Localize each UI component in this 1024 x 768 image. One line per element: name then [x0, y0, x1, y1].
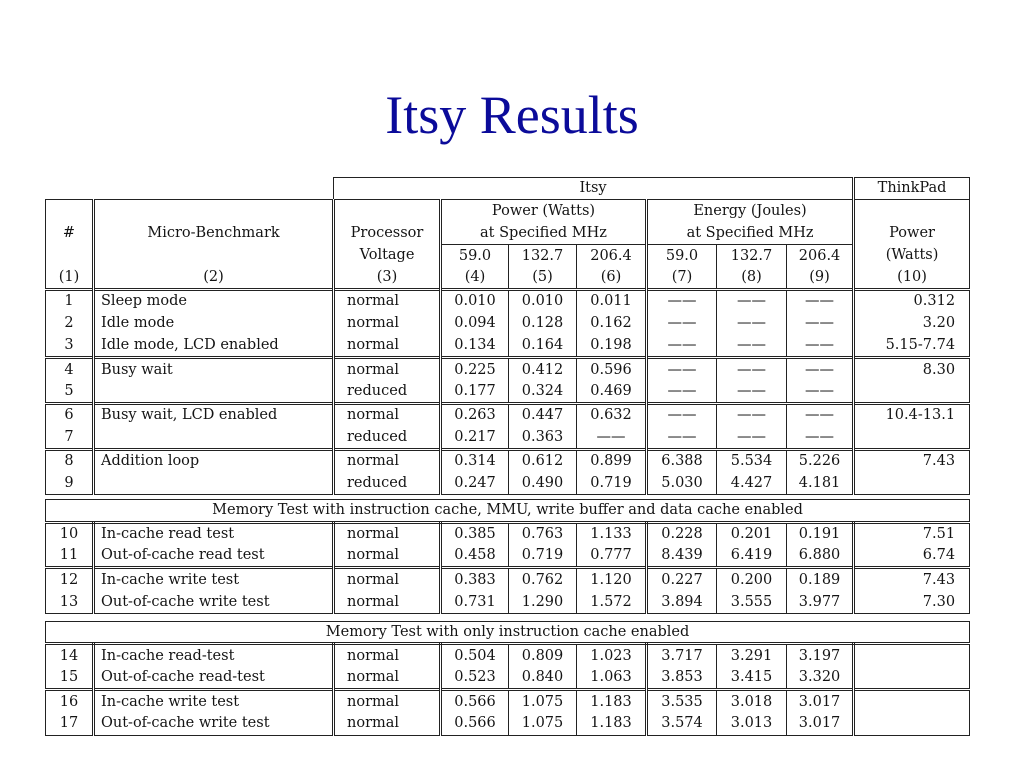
section-header: Memory Test with instruction cache, MMU, write buffer and data cache enabled	[46, 500, 970, 522]
cell-e132: ——	[717, 335, 787, 358]
cell-p132: 1.290	[509, 591, 577, 614]
section-header-row	[46, 500, 970, 522]
header-blank	[46, 178, 334, 200]
header-thinkpad-label: ThinkPad	[854, 178, 970, 200]
cell-bench: In-cache read-test	[94, 644, 334, 667]
col-num-5: (5)	[509, 267, 577, 289]
cell-e132: 3.415	[717, 667, 787, 690]
cell-n: 3	[46, 335, 94, 358]
header-power-sub: at Specified MHz	[441, 222, 647, 244]
cell-e132: ——	[717, 403, 787, 426]
cell-volt: normal	[334, 312, 441, 335]
cell-n: 11	[46, 545, 94, 568]
header-row-mhz	[46, 244, 970, 266]
gap-cell	[46, 614, 970, 622]
cell-tp	[854, 667, 970, 690]
cell-tp: 7.30	[854, 591, 970, 614]
cell-p59: 0.217	[441, 426, 509, 449]
cell-e206: 3.017	[787, 690, 854, 713]
cell-volt: normal	[334, 667, 441, 690]
table-row	[46, 449, 970, 472]
cell-p132: 1.075	[509, 712, 577, 735]
header-mhz-6: 206.4	[787, 244, 854, 266]
cell-bench: Idle mode, LCD enabled	[94, 335, 334, 358]
cell-e132: ——	[717, 381, 787, 404]
cell-p59: 0.010	[441, 289, 509, 312]
cell-p59: 0.263	[441, 403, 509, 426]
table-row	[46, 568, 970, 591]
cell-bench	[94, 426, 334, 449]
header-mhz-4: 59.0	[647, 244, 717, 266]
table-body	[46, 178, 970, 736]
cell-e59: 3.717	[647, 644, 717, 667]
cell-p206: 0.777	[577, 545, 647, 568]
cell-tp: 8.30	[854, 358, 970, 381]
col-num-2: (2)	[94, 267, 334, 289]
header-volt-2: Voltage	[334, 244, 441, 266]
cell-n: 8	[46, 449, 94, 472]
header-bench-top	[94, 200, 334, 222]
cell-e59: ——	[647, 403, 717, 426]
col-num-9: (9)	[787, 267, 854, 289]
cell-volt: normal	[334, 568, 441, 591]
header-mhz-3: 206.4	[577, 244, 647, 266]
cell-e206: 4.181	[787, 472, 854, 495]
cell-volt: reduced	[334, 472, 441, 495]
cell-e206: ——	[787, 312, 854, 335]
header-num-top	[46, 200, 94, 222]
cell-p206: 0.632	[577, 403, 647, 426]
cell-n: 7	[46, 426, 94, 449]
cell-bench: Busy wait	[94, 358, 334, 381]
cell-p206: ——	[577, 426, 647, 449]
cell-e59: 8.439	[647, 545, 717, 568]
table-row	[46, 358, 970, 381]
cell-p132: 0.719	[509, 545, 577, 568]
cell-n: 9	[46, 472, 94, 495]
header-tp-top	[854, 200, 970, 222]
section-header: Memory Test with only instruction cache enabled	[46, 622, 970, 644]
cell-p206: 0.469	[577, 381, 647, 404]
col-num-3: (3)	[334, 267, 441, 289]
cell-e59: ——	[647, 426, 717, 449]
cell-p132: 0.763	[509, 522, 577, 545]
col-num-8: (8)	[717, 267, 787, 289]
cell-e132: 4.427	[717, 472, 787, 495]
cell-tp: 3.20	[854, 312, 970, 335]
cell-volt: normal	[334, 358, 441, 381]
cell-tp	[854, 381, 970, 404]
cell-e206: ——	[787, 335, 854, 358]
cell-e132: ——	[717, 426, 787, 449]
cell-n: 15	[46, 667, 94, 690]
cell-tp	[854, 426, 970, 449]
header-group-row	[46, 178, 970, 200]
cell-p206: 1.133	[577, 522, 647, 545]
cell-p206: 1.183	[577, 712, 647, 735]
cell-e132: 3.555	[717, 591, 787, 614]
table-row	[46, 545, 970, 568]
col-num-10: (10)	[854, 267, 970, 289]
cell-tp	[854, 644, 970, 667]
cell-e206: 0.191	[787, 522, 854, 545]
cell-p132: 1.075	[509, 690, 577, 713]
cell-e206: 3.197	[787, 644, 854, 667]
cell-bench	[94, 472, 334, 495]
cell-volt: normal	[334, 289, 441, 312]
table-row	[46, 522, 970, 545]
cell-e132: 3.013	[717, 712, 787, 735]
cell-n: 5	[46, 381, 94, 404]
cell-e132: 6.419	[717, 545, 787, 568]
cell-bench: Idle mode	[94, 312, 334, 335]
cell-volt: normal	[334, 403, 441, 426]
cell-e206: ——	[787, 289, 854, 312]
header-energy-label: Energy (Joules)	[647, 200, 854, 222]
header-mhz-2: 132.7	[509, 244, 577, 266]
header-row-colnums	[46, 267, 970, 289]
cell-p59: 0.504	[441, 644, 509, 667]
cell-p59: 0.177	[441, 381, 509, 404]
table-row	[46, 381, 970, 404]
cell-volt: normal	[334, 449, 441, 472]
cell-e132: ——	[717, 289, 787, 312]
cell-p132: 0.164	[509, 335, 577, 358]
cell-p206: 1.023	[577, 644, 647, 667]
header-num: #	[46, 222, 94, 244]
cell-e132: 0.200	[717, 568, 787, 591]
col-num-1: (1)	[46, 267, 94, 289]
cell-e206: ——	[787, 403, 854, 426]
cell-volt: normal	[334, 712, 441, 735]
cell-n: 12	[46, 568, 94, 591]
cell-p132: 0.490	[509, 472, 577, 495]
cell-tp	[854, 472, 970, 495]
header-power-label: Power (Watts)	[441, 200, 647, 222]
cell-p132: 0.412	[509, 358, 577, 381]
col-num-4: (4)	[441, 267, 509, 289]
header-energy-sub: at Specified MHz	[647, 222, 854, 244]
cell-p59: 0.225	[441, 358, 509, 381]
cell-e206: ——	[787, 381, 854, 404]
cell-e132: 3.018	[717, 690, 787, 713]
cell-e59: ——	[647, 358, 717, 381]
cell-tp: 5.15-7.74	[854, 335, 970, 358]
table-row	[46, 312, 970, 335]
cell-e59: ——	[647, 312, 717, 335]
cell-p59: 0.731	[441, 591, 509, 614]
cell-bench: In-cache read test	[94, 522, 334, 545]
cell-p206: 0.011	[577, 289, 647, 312]
cell-p132: 0.840	[509, 667, 577, 690]
slide-title: Itsy Results	[385, 85, 639, 145]
cell-n: 17	[46, 712, 94, 735]
cell-p59: 0.566	[441, 690, 509, 713]
cell-p59: 0.385	[441, 522, 509, 545]
cell-tp: 0.312	[854, 289, 970, 312]
cell-e59: ——	[647, 289, 717, 312]
cell-bench: Out-of-cache read test	[94, 545, 334, 568]
cell-bench: Out-of-cache read-test	[94, 667, 334, 690]
header-mhz-5: 132.7	[717, 244, 787, 266]
header-bench-mid	[94, 244, 334, 266]
cell-p132: 0.447	[509, 403, 577, 426]
header-tp-1: Power	[854, 222, 970, 244]
cell-p132: 0.363	[509, 426, 577, 449]
cell-bench	[94, 381, 334, 404]
cell-p206: 1.120	[577, 568, 647, 591]
cell-bench: Out-of-cache write test	[94, 591, 334, 614]
cell-bench: Addition loop	[94, 449, 334, 472]
cell-bench: Sleep mode	[94, 289, 334, 312]
cell-tp: 7.43	[854, 568, 970, 591]
cell-n: 2	[46, 312, 94, 335]
cell-e206: 3.977	[787, 591, 854, 614]
table-gap	[46, 614, 970, 622]
table-row	[46, 712, 970, 735]
cell-tp: 7.51	[854, 522, 970, 545]
cell-p59: 0.094	[441, 312, 509, 335]
cell-e206: ——	[787, 358, 854, 381]
cell-bench: Busy wait, LCD enabled	[94, 403, 334, 426]
cell-e206: 6.880	[787, 545, 854, 568]
cell-n: 10	[46, 522, 94, 545]
header-bench: Micro-Benchmark	[94, 222, 334, 244]
cell-p206: 0.198	[577, 335, 647, 358]
cell-p132: 0.324	[509, 381, 577, 404]
col-num-6: (6)	[577, 267, 647, 289]
cell-volt: normal	[334, 522, 441, 545]
cell-p132: 0.010	[509, 289, 577, 312]
table-row	[46, 690, 970, 713]
header-volt-1: Processor	[334, 222, 441, 244]
cell-volt: normal	[334, 591, 441, 614]
cell-e206: 5.226	[787, 449, 854, 472]
results-table	[45, 177, 969, 736]
section-header-row	[46, 622, 970, 644]
cell-p206: 0.596	[577, 358, 647, 381]
cell-e206: 3.320	[787, 667, 854, 690]
cell-n: 6	[46, 403, 94, 426]
cell-volt: reduced	[334, 426, 441, 449]
cell-tp	[854, 690, 970, 713]
cell-e59: 5.030	[647, 472, 717, 495]
cell-volt: normal	[334, 690, 441, 713]
cell-volt: normal	[334, 545, 441, 568]
cell-e59: 3.574	[647, 712, 717, 735]
cell-p206: 0.162	[577, 312, 647, 335]
cell-p206: 1.183	[577, 690, 647, 713]
header-mhz-1: 59.0	[441, 244, 509, 266]
table-row	[46, 591, 970, 614]
cell-e206: ——	[787, 426, 854, 449]
cell-n: 1	[46, 289, 94, 312]
cell-p132: 0.612	[509, 449, 577, 472]
cell-p59: 0.134	[441, 335, 509, 358]
cell-p206: 0.719	[577, 472, 647, 495]
header-num-mid	[46, 244, 94, 266]
cell-e206: 0.189	[787, 568, 854, 591]
cell-e132: 0.201	[717, 522, 787, 545]
cell-p132: 0.762	[509, 568, 577, 591]
cell-e206: 3.017	[787, 712, 854, 735]
cell-p59: 0.523	[441, 667, 509, 690]
cell-bench: In-cache write test	[94, 568, 334, 591]
cell-e59: ——	[647, 381, 717, 404]
cell-bench: In-cache write test	[94, 690, 334, 713]
cell-p206: 1.063	[577, 667, 647, 690]
table-row	[46, 667, 970, 690]
cell-p206: 1.572	[577, 591, 647, 614]
cell-p206: 0.899	[577, 449, 647, 472]
cell-e59: 3.853	[647, 667, 717, 690]
header-itsy-label: Itsy	[334, 178, 854, 200]
table-row	[46, 644, 970, 667]
cell-n: 4	[46, 358, 94, 381]
cell-n: 16	[46, 690, 94, 713]
cell-volt: normal	[334, 335, 441, 358]
col-num-7: (7)	[647, 267, 717, 289]
cell-e59: 0.227	[647, 568, 717, 591]
cell-tp: 7.43	[854, 449, 970, 472]
cell-volt: normal	[334, 644, 441, 667]
table-row	[46, 472, 970, 495]
table-row	[46, 426, 970, 449]
cell-n: 13	[46, 591, 94, 614]
cell-tp	[854, 712, 970, 735]
table-row	[46, 403, 970, 426]
cell-e132: ——	[717, 358, 787, 381]
header-volt-top	[334, 200, 441, 222]
header-row-2	[46, 222, 970, 244]
cell-e132: 3.291	[717, 644, 787, 667]
cell-p59: 0.314	[441, 449, 509, 472]
cell-p59: 0.458	[441, 545, 509, 568]
cell-e59: 3.535	[647, 690, 717, 713]
cell-bench: Out-of-cache write test	[94, 712, 334, 735]
table-row	[46, 335, 970, 358]
cell-p59: 0.383	[441, 568, 509, 591]
cell-e59: 0.228	[647, 522, 717, 545]
cell-p59: 0.247	[441, 472, 509, 495]
cell-p132: 0.128	[509, 312, 577, 335]
cell-e59: 6.388	[647, 449, 717, 472]
cell-p59: 0.566	[441, 712, 509, 735]
cell-tp: 10.4-13.1	[854, 403, 970, 426]
cell-n: 14	[46, 644, 94, 667]
cell-tp: 6.74	[854, 545, 970, 568]
cell-e59: 3.894	[647, 591, 717, 614]
cell-p132: 0.809	[509, 644, 577, 667]
header-row-1	[46, 200, 970, 222]
cell-volt: reduced	[334, 381, 441, 404]
cell-e59: ——	[647, 335, 717, 358]
cell-e132: 5.534	[717, 449, 787, 472]
cell-e132: ——	[717, 312, 787, 335]
header-tp-2: (Watts)	[854, 244, 970, 266]
table-row	[46, 289, 970, 312]
